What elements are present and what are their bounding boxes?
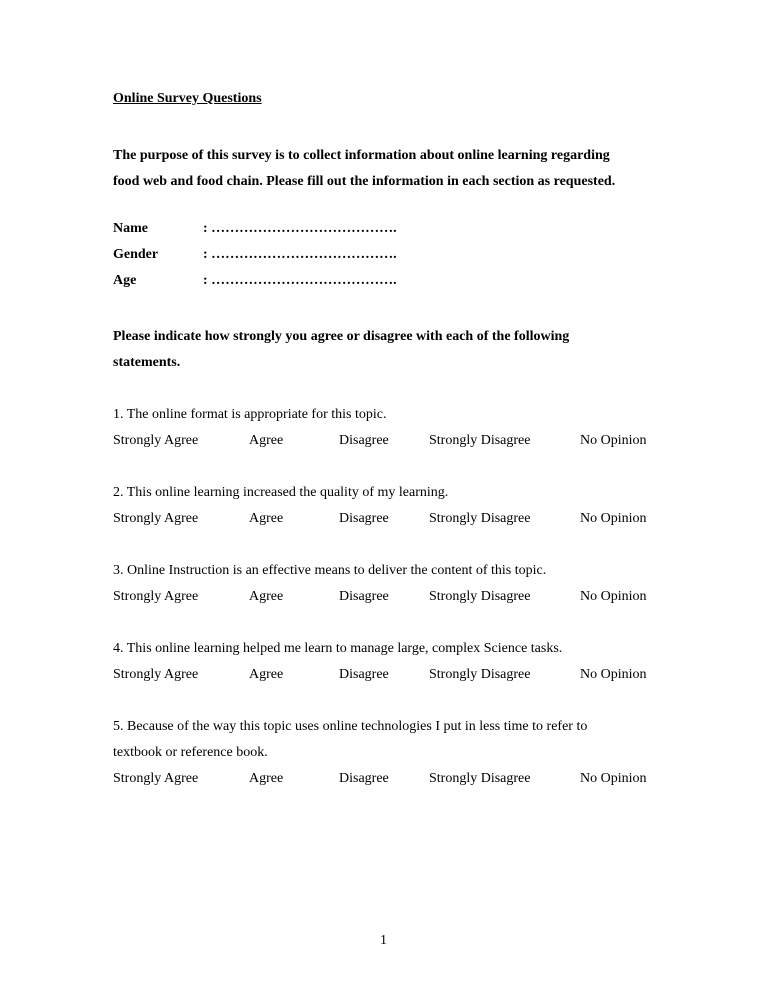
option-agree[interactable]: Agree xyxy=(249,433,284,448)
age-label: Age xyxy=(113,273,137,288)
answer-options xyxy=(113,428,673,454)
option-disagree[interactable]: Disagree xyxy=(339,667,389,682)
question-line: 3. Online Instruction is an effective means to deliver the content of this topic. xyxy=(113,563,547,578)
instruction-paragraph xyxy=(113,324,673,376)
option-disagree[interactable]: Disagree xyxy=(339,511,389,526)
name-label: Name xyxy=(113,221,148,236)
question-4 xyxy=(113,636,673,688)
option-strongly-disagree[interactable]: Strongly Disagree xyxy=(429,771,531,786)
gender-field[interactable]: : …………………………………. xyxy=(203,247,397,262)
option-no-opinion[interactable]: No Opinion xyxy=(580,511,647,526)
age-field[interactable]: : …………………………………. xyxy=(203,273,397,288)
question-2 xyxy=(113,480,673,532)
option-agree[interactable]: Agree xyxy=(249,771,284,786)
option-no-opinion[interactable]: No Opinion xyxy=(580,433,647,448)
option-disagree[interactable]: Disagree xyxy=(339,771,389,786)
option-disagree[interactable]: Disagree xyxy=(339,433,389,448)
option-agree[interactable]: Agree xyxy=(249,667,284,682)
option-no-opinion[interactable]: No Opinion xyxy=(580,771,647,786)
answer-options xyxy=(113,766,673,792)
question-line: 2. This online learning increased the quality of my learning. xyxy=(113,485,449,500)
answer-options xyxy=(113,584,673,610)
option-no-opinion[interactable]: No Opinion xyxy=(580,589,647,604)
option-agree[interactable]: Agree xyxy=(249,511,284,526)
purpose-line: food web and food chain. Please fill out the information in each section as requested. xyxy=(113,174,616,189)
question-1 xyxy=(113,402,673,454)
option-strongly-agree[interactable]: Strongly Agree xyxy=(113,511,199,526)
answer-options xyxy=(113,506,673,532)
option-agree[interactable]: Agree xyxy=(249,589,284,604)
option-strongly-agree[interactable]: Strongly Agree xyxy=(113,433,199,448)
option-strongly-disagree[interactable]: Strongly Disagree xyxy=(429,511,531,526)
question-text xyxy=(113,402,673,428)
question-text xyxy=(113,636,673,662)
question-3 xyxy=(113,558,673,610)
question-line: 4. This online learning helped me learn to manage large, complex Science tasks. xyxy=(113,641,563,656)
answer-options xyxy=(113,662,673,688)
question-line: textbook or reference book. xyxy=(113,745,268,760)
option-strongly-agree[interactable]: Strongly Agree xyxy=(113,589,199,604)
purpose-paragraph xyxy=(113,143,673,195)
question-line: 1. The online format is appropriate for this topic. xyxy=(113,407,387,422)
option-strongly-disagree[interactable]: Strongly Disagree xyxy=(429,433,531,448)
option-no-opinion[interactable]: No Opinion xyxy=(580,667,647,682)
option-strongly-disagree[interactable]: Strongly Disagree xyxy=(429,667,531,682)
name-field[interactable]: : …………………………………. xyxy=(203,221,397,236)
instruction-line: Please indicate how strongly you agree or disagree with each of the following xyxy=(113,329,570,344)
page-number: 1 xyxy=(380,933,387,948)
gender-label: Gender xyxy=(113,247,159,262)
option-strongly-disagree[interactable]: Strongly Disagree xyxy=(429,589,531,604)
instruction-line: statements. xyxy=(113,355,181,370)
option-disagree[interactable]: Disagree xyxy=(339,589,389,604)
option-strongly-agree[interactable]: Strongly Agree xyxy=(113,771,199,786)
option-strongly-agree[interactable]: Strongly Agree xyxy=(113,667,199,682)
question-5 xyxy=(113,714,673,792)
question-line: 5. Because of the way this topic uses online technologies I put in less time to refer to xyxy=(113,719,588,734)
purpose-line: The purpose of this survey is to collect information about online learning regarding xyxy=(113,148,610,163)
question-text xyxy=(113,480,673,506)
question-text xyxy=(113,558,673,584)
question-text xyxy=(113,714,673,766)
survey-title: Online Survey Questions xyxy=(113,91,262,106)
